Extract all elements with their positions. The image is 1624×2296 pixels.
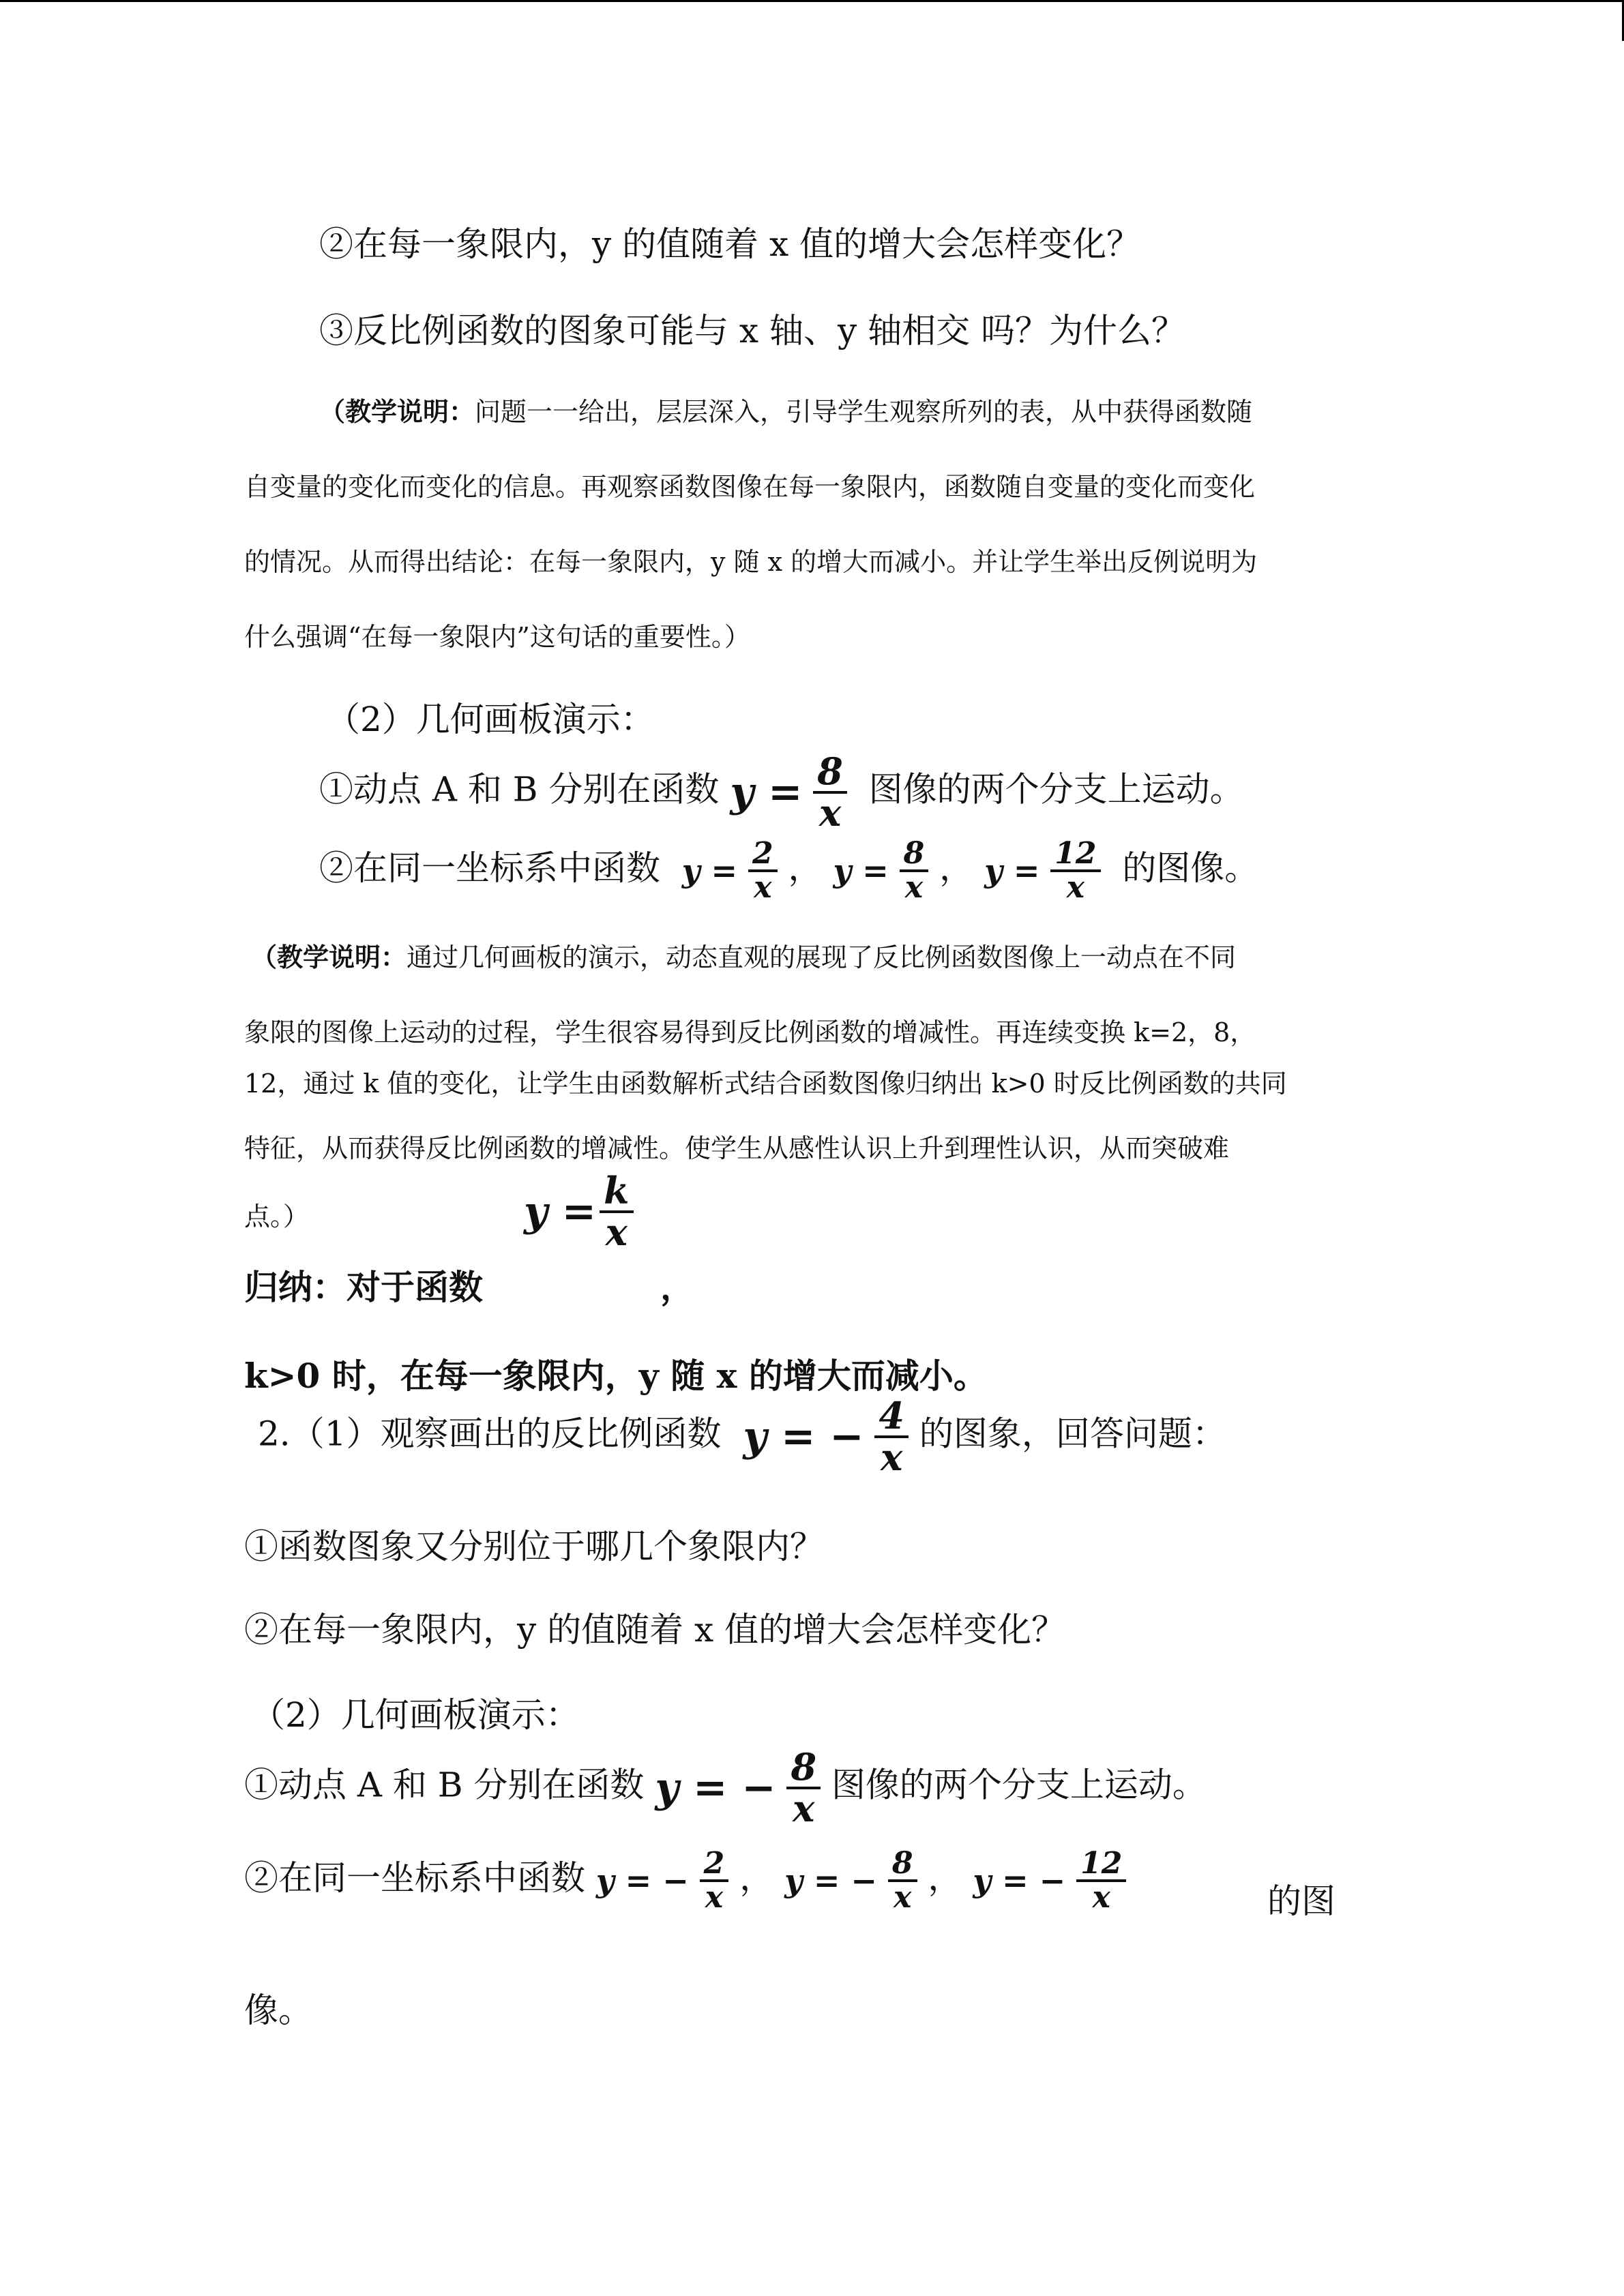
formula-y-neg-4-over-x: y = − (743, 1412, 864, 1461)
formula-y-2-over-x: y = (681, 852, 738, 890)
summary-conclusion: k>0 时，在每一象限内，y 随 x 的增大而减小。 (244, 1356, 988, 1396)
demo-item-1: ①动点 A 和 B 分别在函数 y = $\frac{8}{x}$ 图像的两个分支上运动。 (319, 749, 1244, 835)
fraction-8-over-x: $\frac{8}{x}$ (813, 752, 847, 832)
formula-y-8-over-x-b: y = (833, 852, 889, 890)
part2-question-2: ②在每一象限内，y 的值随着 x 值的增大会怎样变化？ (244, 1610, 1066, 1650)
teaching-note-2-line2: 象限的图像上运动的过程，学生很容易得到反比例函数的增减性。再连续变换 k=2，8， (244, 1017, 1256, 1047)
teaching-note-1-line2: 自变量的变化而变化的信息。再观察函数图像在每一象限内，函数随自变量的变化而变化 (244, 472, 1256, 502)
formula-y-neg-8-over-x: y = − (655, 1763, 776, 1812)
part2-demo-item-2-suffix: 的图 (1267, 1881, 1335, 1921)
fraction-neg-8-over-x: $\frac{8}{x}$ (786, 1748, 821, 1828)
question-3: ③反比例函数的图象可能与 x 轴、y 轴相交 吗？为什么？ (319, 311, 1186, 351)
page-top-border (0, 0, 1624, 2)
fraction-2-over-x: $\frac{2}{x}$ (748, 838, 778, 904)
fraction-neg-12-over-x: $\frac{12}{x}$ (1076, 1848, 1126, 1913)
part2-demo-item-2: ②在同一坐标系中函数 y = − $\frac{2}{x}$ ， y = − $\frac{8}{x}$ ， y = − $\frac{12}{x}$ (244, 1848, 1126, 1913)
part2-question-1: ①函数图象又分别位于哪几个象限内？ (244, 1527, 824, 1566)
fraction-k-over-x: $\frac{k}{x}$ (600, 1172, 633, 1251)
part2-demo-item-2-tail: 像。 (244, 1991, 312, 2030)
summary-formula: y = $\frac{k}{x}$ (524, 1172, 634, 1251)
teaching-note-2-label: （教学说明： (251, 942, 407, 972)
fraction-neg-8-over-x-b: $\frac{8}{x}$ (888, 1848, 917, 1913)
teaching-note-2-line4: 特征，从而获得反比例函数的增减性。使学生从感性认识上升到理性认识，从而突破难 (244, 1133, 1230, 1163)
summary-comma: ， (660, 1267, 694, 1307)
teaching-note-2-line3: 12，通过 k 值的变化，让学生由函数解析式结合函数图像归纳出 k>0 时反比例函数的共同 (244, 1069, 1287, 1099)
demo-heading: （2）几何画板演示： (326, 700, 655, 739)
teaching-note-2-line5: 点。） (244, 1202, 310, 1232)
teaching-note-1-line4: 什么强调“在每一象限内”这句话的重要性。） (244, 622, 750, 652)
part2-demo-heading: （2）几何画板演示： (251, 1695, 580, 1735)
fraction-8-over-x-b: $\frac{8}{x}$ (900, 838, 929, 904)
part2-intro: 2.（1）观察画出的反比例函数 y = − $\frac{4}{x}$ 的图象，回答问题： (258, 1394, 1226, 1479)
formula-y-neg-2-over-x: y = − (595, 1862, 689, 1900)
teaching-note-1-line1: （教学说明：问题一一给出，层层深入，引导学生观察所列的表，从中获得函数随 (319, 396, 1253, 427)
teaching-note-label: （教学说明： (319, 396, 475, 427)
fraction-4-over-x: $\frac{4}{x}$ (874, 1397, 909, 1476)
fraction-neg-2-over-x: $\frac{2}{x}$ (700, 1848, 729, 1913)
demo-item-2: ②在同一坐标系中函数 y = $\frac{2}{x}$ ， y = $\frac{8}{x}$ ， y = $\frac{12}{x}$ 的图像。 (319, 836, 1259, 906)
formula-y-neg-12-over-x: y = − (973, 1862, 1066, 1900)
question-2: ②在每一象限内，y 的值随着 x 值的增大会怎样变化？ (319, 224, 1141, 264)
part2-demo-item-1: ①动点 A 和 B 分别在函数 y = − $\frac{8}{x}$ 图像的两个分支上运动。 (244, 1745, 1207, 1830)
formula-y-8-over-x: y = (730, 768, 803, 816)
fraction-12-over-x: $\frac{12}{x}$ (1050, 838, 1100, 904)
teaching-note-1-line3: 的情况。从而得出结论：在每一象限内，y 随 x 的增大而减小。并让学生举出反例说明为 (244, 547, 1258, 577)
teaching-note-2-line1: （教学说明：通过几何画板的演示，动态直观的展现了反比例函数图像上一动点在不同 (251, 942, 1237, 972)
formula-y-neg-8-over-x-b: y = − (784, 1862, 877, 1900)
summary-prefix: 归纳：对于函数 (244, 1267, 483, 1307)
formula-y-12-over-x: y = (984, 852, 1040, 890)
